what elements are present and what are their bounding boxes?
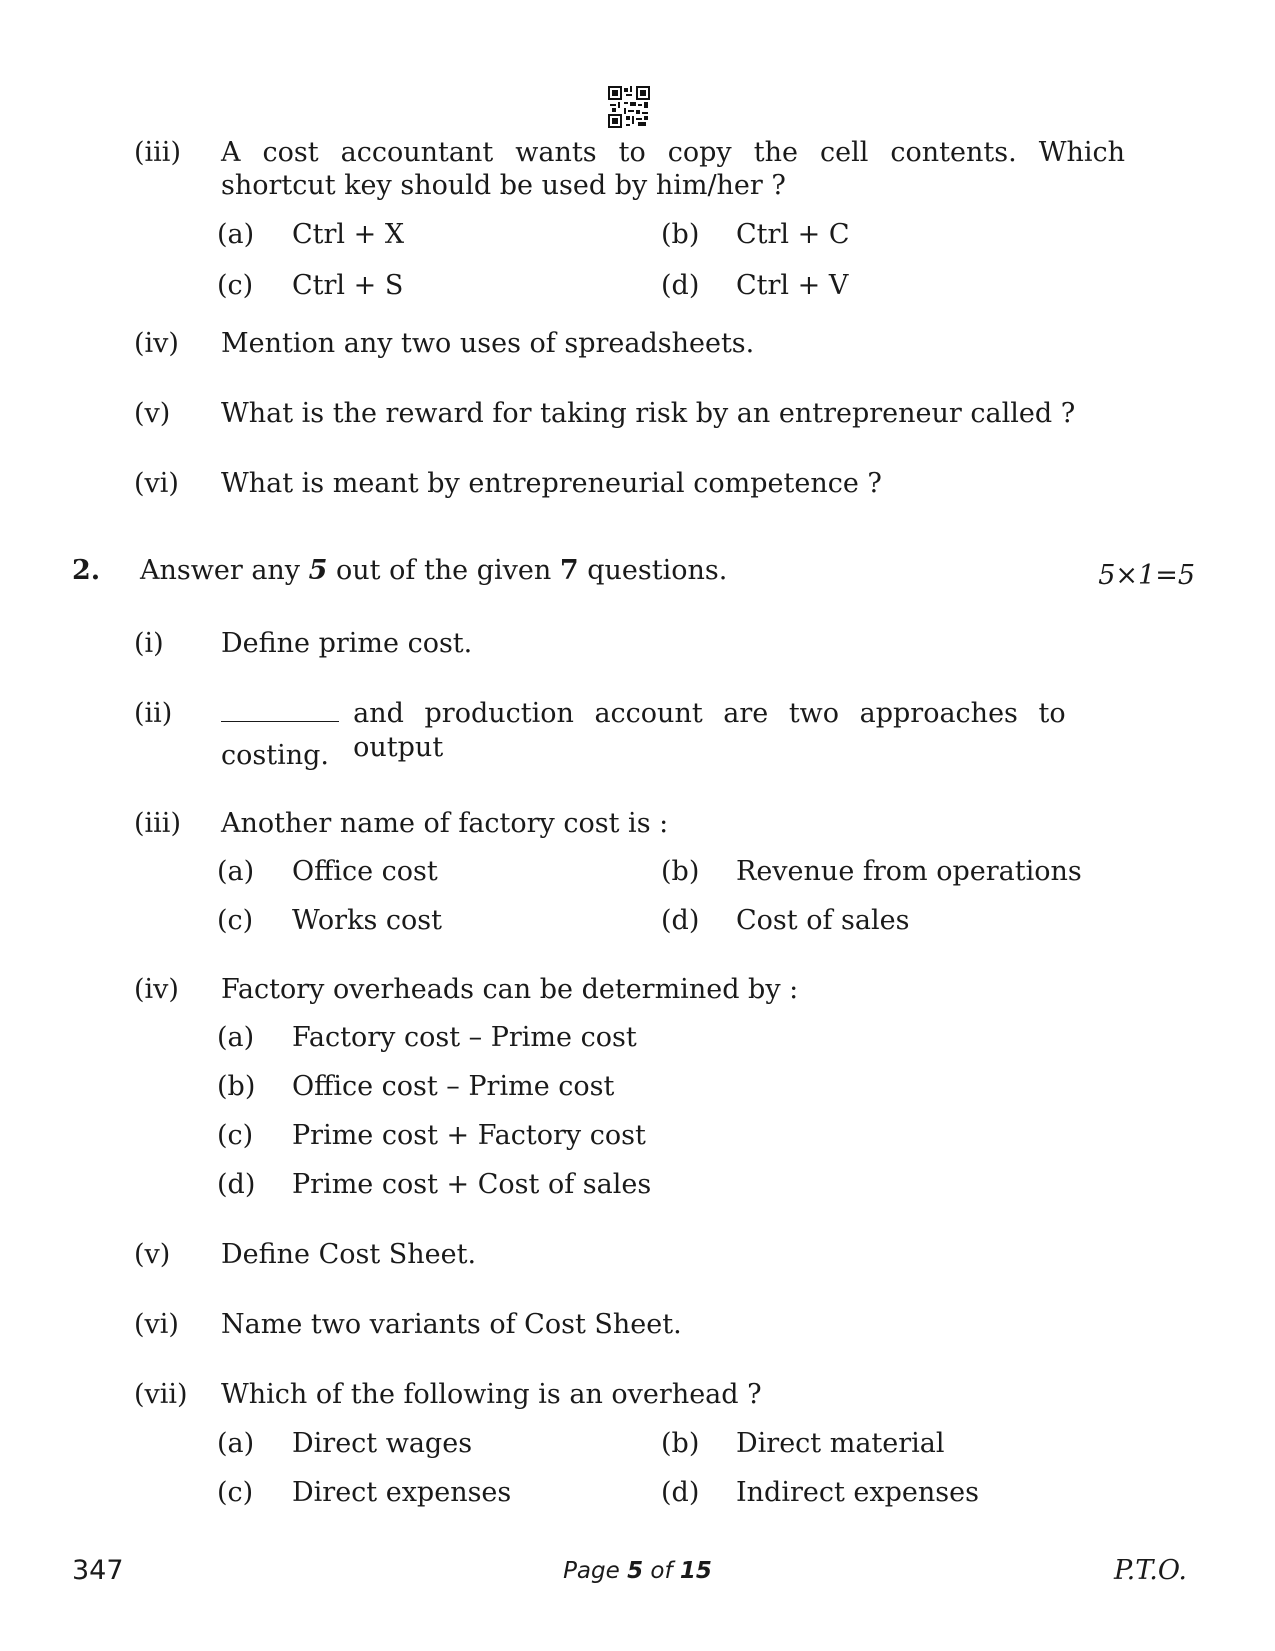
q2-instruction: Answer any 5 out of the given 7 questions. <box>140 555 728 586</box>
q2-vii-text: Which of the following is an overhead ? <box>221 1379 762 1410</box>
q2-vii-option-c-text: Direct expenses <box>292 1477 512 1508</box>
q2-iv-number: (iv) <box>134 974 179 1005</box>
q2-vii-option-d-label: (d) <box>661 1477 700 1508</box>
q2-vii-option-d-text: Indirect expenses <box>736 1477 979 1508</box>
q2-iv-option-b-label: (b) <box>217 1071 256 1102</box>
q2-vi-text: Name two variants of Cost Sheet. <box>221 1309 682 1340</box>
q1-iii-option-b-label: (b) <box>661 219 700 250</box>
q2-iii-option-d-text: Cost of sales <box>736 905 910 936</box>
page-number: Page 5 of 15 <box>563 1558 712 1584</box>
q2-vii-option-b-label: (b) <box>661 1428 700 1459</box>
q2-vii-option-c-label: (c) <box>217 1477 254 1508</box>
q2-vii-option-a-label: (a) <box>217 1428 255 1459</box>
q2-vii-number: (vii) <box>134 1379 188 1410</box>
q2-iii-option-a-label: (a) <box>217 856 255 887</box>
q2-iv-option-a-label: (a) <box>217 1022 255 1053</box>
q1-v-text: What is the reward for taking risk by an entrepreneur called ? <box>221 398 1076 429</box>
q1-iii-option-a-text: Ctrl + X <box>292 219 405 250</box>
q2-vii-option-a-text: Direct wages <box>292 1428 473 1459</box>
q1-iii-option-d-text: Ctrl + V <box>736 270 849 301</box>
q2-vi-number: (vi) <box>134 1309 179 1340</box>
q2-v-text: Define Cost Sheet. <box>221 1239 477 1270</box>
q1-iii-text: A cost accountant wants to copy the cell contents. Which shortcut key should be used by him/her ? <box>221 137 1125 201</box>
q2-ii-number: (ii) <box>134 698 173 729</box>
q2-number: 2. <box>72 555 101 586</box>
q2-iv-option-d-text: Prime cost + Cost of sales <box>292 1169 652 1200</box>
q2-iii-number: (iii) <box>134 808 181 839</box>
q2-i-text: Define prime cost. <box>221 628 473 659</box>
q2-iii-text: Another name of factory cost is : <box>221 808 669 839</box>
q1-vi-number: (vi) <box>134 468 179 499</box>
q1-vi-text: What is meant by entrepreneurial competence ? <box>221 468 882 499</box>
q2-iv-option-c-text: Prime cost + Factory cost <box>292 1120 646 1151</box>
q1-iv-number: (iv) <box>134 328 179 359</box>
q1-iii-option-c-label: (c) <box>217 270 254 301</box>
fill-in-blank <box>221 697 339 722</box>
q1-iii-option-c-text: Ctrl + S <box>292 270 404 301</box>
q2-iv-option-c-label: (c) <box>217 1120 254 1151</box>
qr-code <box>608 86 650 128</box>
q1-iii-option-d-label: (d) <box>661 270 700 301</box>
q2-marks: 5×1=5 <box>1098 560 1195 591</box>
pto-mark: P.T.O. <box>1113 1555 1187 1586</box>
q2-iv-option-d-label: (d) <box>217 1169 256 1200</box>
q2-iii-option-b-label: (b) <box>661 856 700 887</box>
q2-ii-text: and production account are two approaches to output <box>221 697 1125 765</box>
q2-vii-option-b-text: Direct material <box>736 1428 945 1459</box>
q2-iv-text: Factory overheads can be determined by : <box>221 974 799 1005</box>
q2-i-number: (i) <box>134 628 164 659</box>
q1-iii-number: (iii) <box>134 137 181 168</box>
q2-iv-option-b-text: Office cost – Prime cost <box>292 1071 615 1102</box>
q2-iii-option-a-text: Office cost <box>292 856 438 887</box>
q2-v-number: (v) <box>134 1239 171 1270</box>
q1-iii-option-a-label: (a) <box>217 219 255 250</box>
q2-ii-text-cont: costing. <box>221 740 329 771</box>
q2-iii-option-c-label: (c) <box>217 905 254 936</box>
q2-iii-option-c-text: Works cost <box>292 905 442 936</box>
q2-iv-option-a-text: Factory cost – Prime cost <box>292 1022 637 1053</box>
q2-iii-option-b-text: Revenue from operations <box>736 856 1082 887</box>
paper-code: 347 <box>72 1555 124 1586</box>
q2-iii-option-d-label: (d) <box>661 905 700 936</box>
q1-iv-text: Mention any two uses of spreadsheets. <box>221 328 755 359</box>
q1-v-number: (v) <box>134 398 171 429</box>
q1-iii-option-b-text: Ctrl + C <box>736 219 850 250</box>
